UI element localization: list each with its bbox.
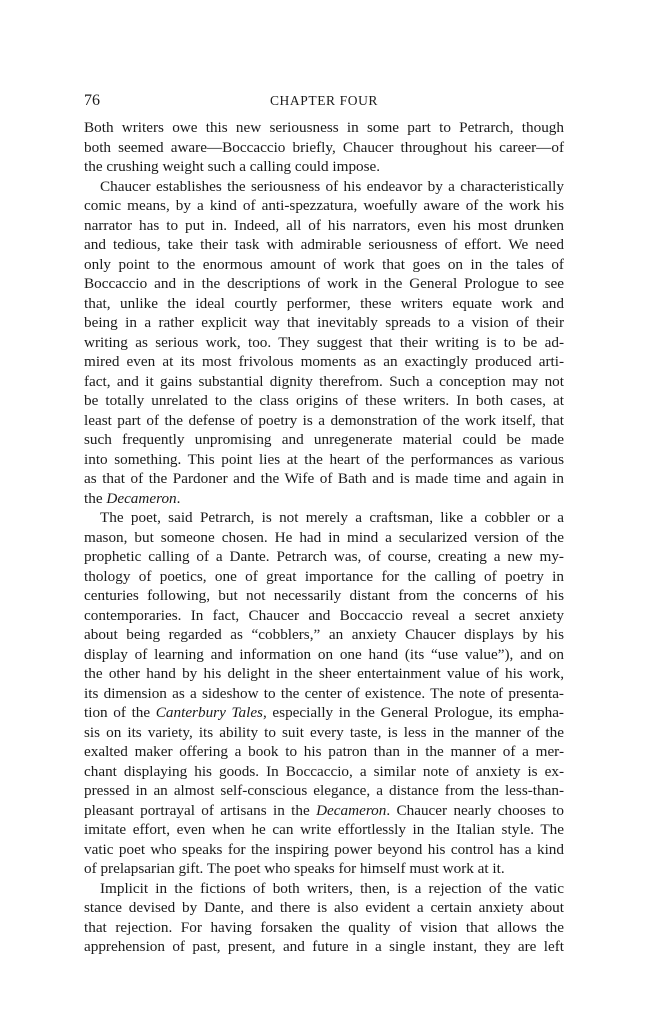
text-line: about being regarded as “cobblers,” an anxiety Chaucer displays by his (84, 626, 564, 643)
text-line (84, 703, 564, 723)
paragraph-1 (84, 118, 564, 177)
text-line: prophetic calling of a Dante. Petrarch was, of course, creating a new my- (84, 548, 564, 565)
text-line: mason, but someone chosen. He had in mind a secularized version of the (84, 528, 564, 546)
text-line: contemporaries. In fact, Chaucer and Boccaccio reveal a secret anxiety (84, 606, 564, 624)
text-line: comic means, by a kind of anti-spezzatura, woefully aware of the work his (84, 197, 564, 214)
text-line: exalted maker offering a book to his patron than in the manner of a mer- (84, 743, 564, 760)
text-line: centuries following, but not necessarily distant from the concerns of his (84, 587, 564, 604)
chapter-title: CHAPTER FOUR (269, 93, 379, 108)
text-line: thology of poetics, one of great importance for the calling of poetry in (84, 567, 564, 585)
text-line: into something. This point lies at the heart of the performances as various (84, 450, 564, 468)
text-fragment: . Chaucer nearly chooses to (386, 801, 564, 819)
paragraph-4 (84, 879, 564, 957)
text-line: chant displaying his goods. In Boccaccio, a similar note of anxiety is ex- (84, 762, 564, 780)
text-line (84, 801, 564, 821)
text-line: the other hand by his delight in the sheer entertainment value of his work, (84, 665, 564, 682)
text-line (84, 489, 564, 509)
text-line: imitate effort, even when he can write effortlessly in the Italian style. The (84, 821, 564, 838)
text-line: vatic poet who speaks for the inspiring power beyond his control has a kind (84, 840, 564, 858)
text-line: sis on its variety, its ability to suit every taste, is less in the manner of the (84, 723, 564, 741)
text-line: The poet, said Petrarch, is not merely a craftsman, like a cobbler or a (100, 509, 564, 526)
text-line: Chaucer establishes the seriousness of his endeavor by a characteristically (100, 177, 564, 195)
paragraph-2 (84, 177, 564, 509)
text-line: pressed in an almost self-conscious elegance, a distance from the less-than- (84, 782, 564, 799)
text-line: Implicit in the fictions of both writers, then, is a rejection of the vatic (100, 879, 564, 897)
text-fragment: tion of the (84, 704, 156, 721)
text-line: stance devised by Dante, and there is also evident a certain anxiety about (84, 899, 564, 916)
italic-title: Decameron (106, 489, 177, 507)
text-line: both seemed aware—Boccaccio briefly, Chaucer throughout his career—of (84, 138, 564, 156)
text-line: its dimension as a sideshow to the center of existence. The note of presenta- (84, 684, 564, 702)
text-line: narrator has to put in. Indeed, all of his narrators, even his most drunken (84, 216, 564, 234)
text-line: Boccaccio and in the descriptions of work in the General Prologue to see (84, 275, 564, 292)
text-line: as that of the Pardoner and the Wife of Bath and is made time and again in (84, 470, 564, 487)
book-page (84, 89, 564, 957)
text-line: be totally unrelated to the class origins of these writers. In both cases, at (84, 392, 564, 409)
italic-title: Canterbury Tales (155, 704, 263, 721)
text-line: that, unlike the ideal courtly performer, these writers equate work and (84, 294, 564, 312)
text-line: writing as serious work, too. They suggest that their writing is to be ad- (84, 333, 564, 351)
text-line: of prelapsarian gift. The poet who speaks for himself must work at it. (84, 860, 505, 877)
text-line: that rejection. For having forsaken the quality of vision that allows the (84, 918, 564, 936)
text-line: such frequently unpromising and unregenerate material could be made (84, 431, 564, 448)
page-number: 76 (84, 92, 100, 109)
text-line: only point to the enormous amount of work that goes on in the tales of (84, 255, 564, 273)
text-line: display of learning and information on one hand (its “use value”), and on (84, 645, 564, 663)
italic-title: Decameron (316, 801, 387, 819)
paragraph-3 (84, 508, 564, 879)
text-line: mired even at its most frivolous moments as an exactingly produced arti- (84, 353, 564, 370)
text-line: apprehension of past, present, and future in a single instant, they are left (84, 938, 564, 955)
text-line: the crushing weight such a calling could impose. (84, 158, 381, 175)
text-fragment: , especially in the General Prologue, its empha- (262, 704, 564, 721)
text-line: and tedious, take their task with admirable seriousness of effort. We need (84, 236, 564, 253)
text-fragment: pleasant portrayal of artisans in the (84, 801, 317, 819)
text-fragment: . (176, 489, 181, 507)
text-fragment: the (84, 489, 107, 507)
text-line: least part of the defense of poetry is a demonstration of the work itself, that (84, 411, 564, 429)
text-line: Both writers owe this new seriousness in some part to Petrarch, though (84, 119, 564, 136)
text-line: fact, and it gains substantial dignity therefrom. Such a conception may not (84, 372, 564, 390)
running-head (84, 89, 564, 113)
text-line: being in a rather explicit way that inevitably spreads to a vision of their (84, 314, 564, 331)
body-text (84, 118, 564, 957)
